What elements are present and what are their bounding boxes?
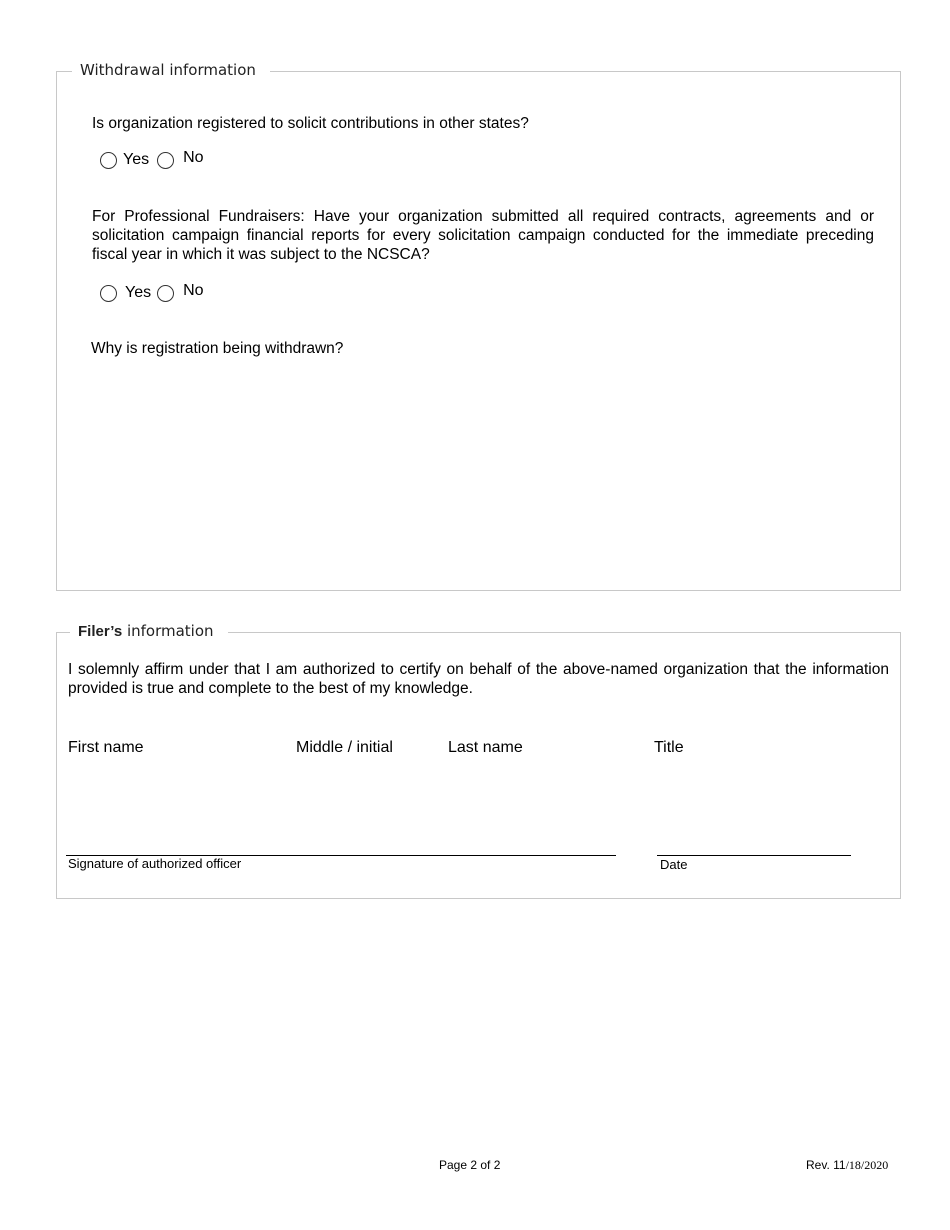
question-withdrawal-reason: Why is registration being withdrawn? bbox=[91, 340, 344, 357]
question-other-states: Is organization registered to solicit contributions in other states? bbox=[92, 115, 529, 132]
signature-label: Signature of authorized officer bbox=[68, 856, 242, 871]
question-professional-fundraisers: For Professional Fundraisers: Have your organization submitted all required contracts, agreements and or solicitation campaign financial reports for every solicitation campaign conducted for the immediate preceding fiscal year in which it was subject to the NCSCA? bbox=[92, 208, 874, 263]
middle-initial-input[interactable] bbox=[296, 762, 436, 842]
fundraisers-no-radio[interactable] bbox=[157, 285, 174, 302]
revision-date-value: /18/2020 bbox=[845, 1158, 889, 1172]
other-states-radio-group bbox=[100, 151, 204, 169]
revision-prefix: Rev. 11 bbox=[806, 1158, 846, 1172]
page-number: Page 2 of 2 bbox=[439, 1158, 501, 1172]
title-input[interactable] bbox=[654, 762, 874, 842]
withdrawal-reason-input[interactable] bbox=[91, 365, 874, 575]
first-name-label: First name bbox=[68, 739, 144, 756]
first-name-input[interactable] bbox=[68, 762, 283, 842]
fundraisers-no-label: No bbox=[183, 282, 204, 299]
filer-legend-bold: Filer’s bbox=[78, 623, 123, 640]
filer-legend bbox=[70, 622, 228, 640]
fundraisers-yes-radio[interactable] bbox=[100, 285, 117, 302]
other-states-yes-label: Yes bbox=[123, 151, 150, 168]
filer-legend-rest: information bbox=[122, 622, 214, 640]
other-states-no-radio[interactable] bbox=[157, 152, 174, 169]
withdrawal-legend: Withdrawal information bbox=[72, 61, 270, 79]
other-states-yes-radio[interactable] bbox=[100, 152, 117, 169]
other-states-no-label: No bbox=[183, 149, 204, 166]
last-name-input[interactable] bbox=[448, 762, 643, 842]
date-label: Date bbox=[660, 857, 688, 872]
title-label: Title bbox=[654, 739, 684, 756]
revision-date bbox=[806, 1158, 888, 1173]
affirmation-text: I solemnly affirm under that I am authorized to certify on behalf of the above-named organization that the information provided is true and complete to the best of my knowledge. bbox=[68, 661, 889, 697]
fundraisers-yes-label: Yes bbox=[125, 284, 152, 301]
fundraisers-radio-group bbox=[100, 284, 204, 302]
last-name-label: Last name bbox=[448, 739, 523, 756]
middle-initial-label: Middle / initial bbox=[296, 739, 393, 756]
